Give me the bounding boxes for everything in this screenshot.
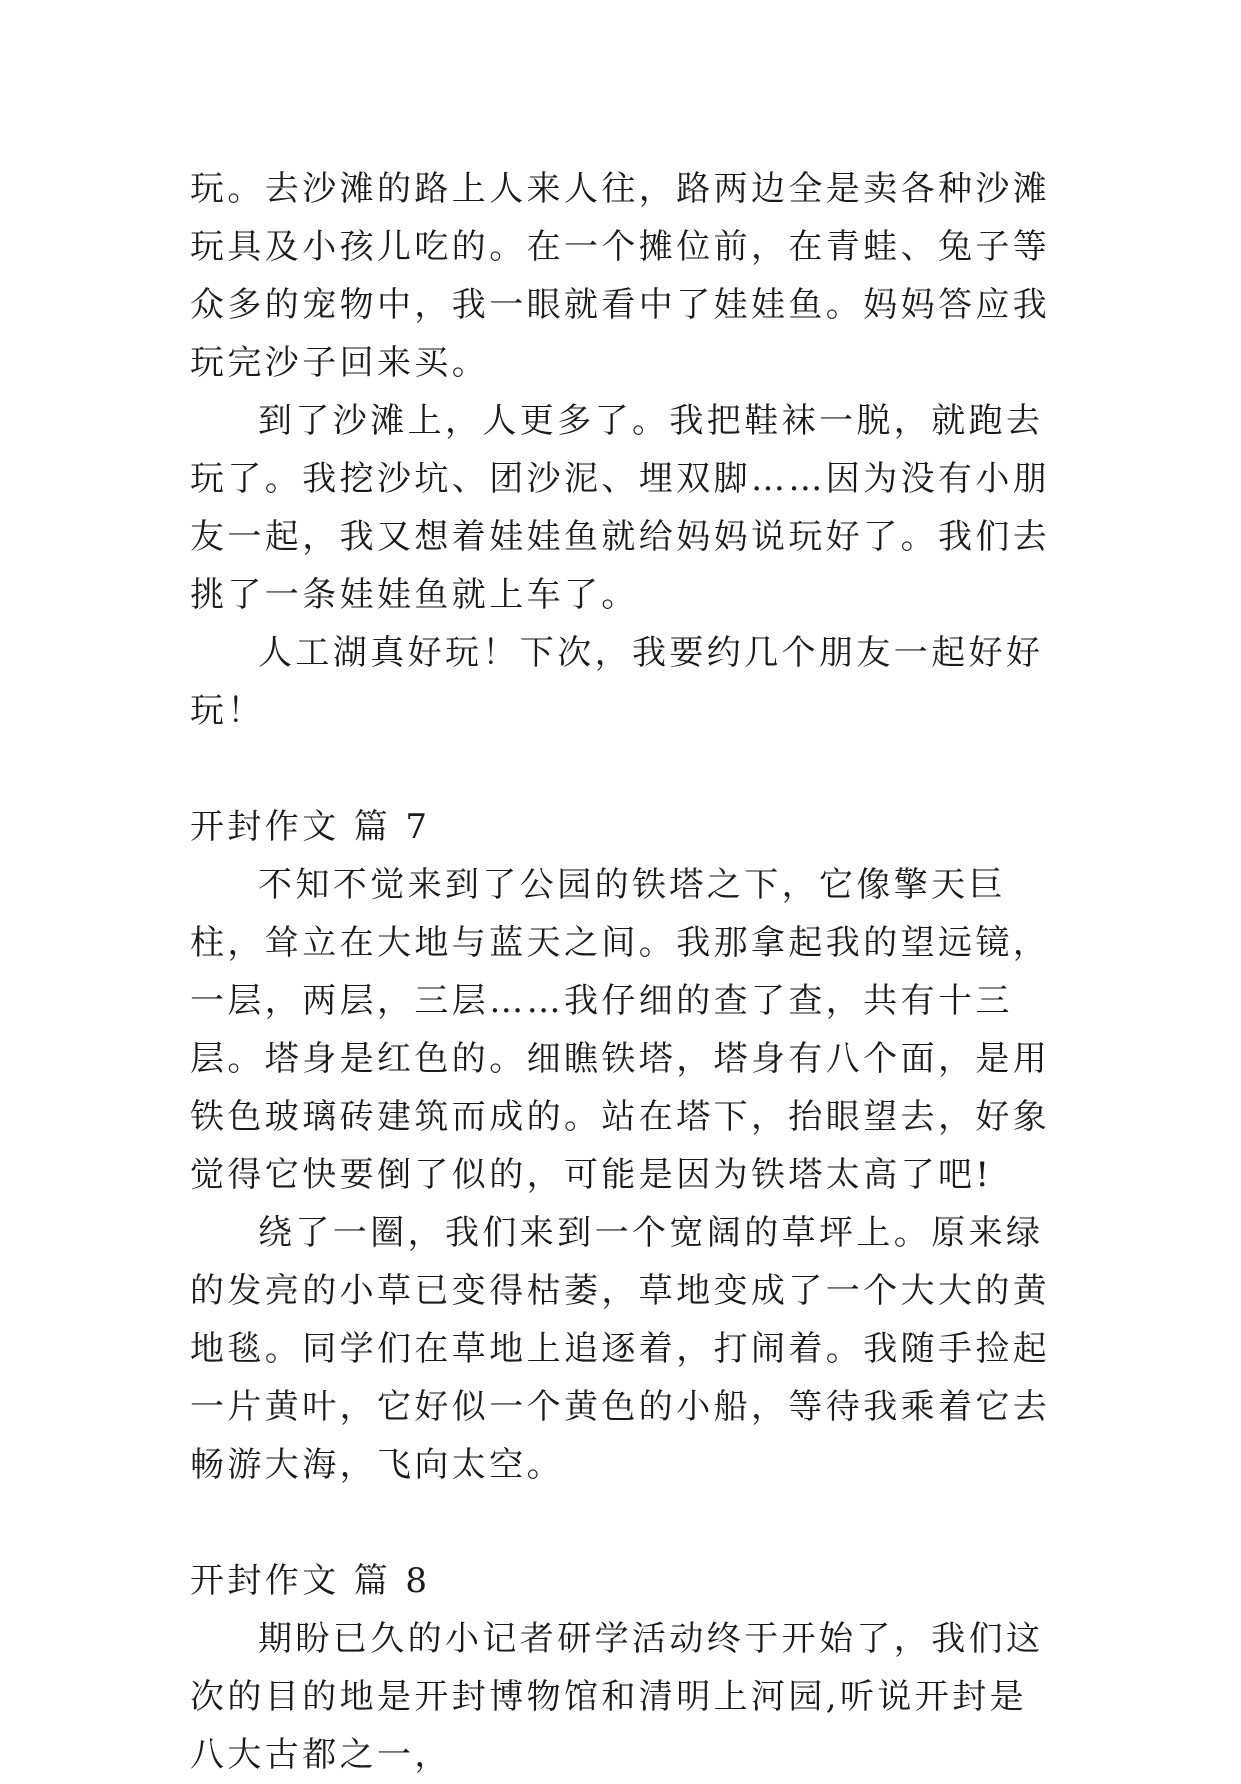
document-body (190, 160, 1060, 1784)
section-heading: 开封作文 篇 7 (190, 807, 431, 847)
paragraph: 不知不觉来到了公园的铁塔之下，它像擎天巨柱，耸立在大地与蓝天之间。我那拿起我的望远镜，一层，两层，三层……我仔细的查了查，共有十三层。塔身是红色的。细瞧铁塔，塔身有八个面，是用铁色玻璃砖建筑而成的。站在塔下，抬眼望去，好象觉得它快要倒了似的，可能是因为铁塔太高了吧! (190, 865, 1051, 1195)
section-spacer (190, 1494, 1060, 1552)
paragraph: 人工湖真好玩！下次，我要约几个朋友一起好好玩！ (190, 633, 1044, 731)
section-heading: 开封作文 篇 8 (190, 1561, 431, 1601)
paragraph: 玩。去沙滩的路上人来人往，路两边全是卖各种沙滩玩具及小孩儿吃的。在一个摊位前，在青蛙、兔子等众多的宠物中，我一眼就看中了娃娃鱼。妈妈答应我玩完沙子回来买。 (190, 169, 1051, 383)
paragraph: 到了沙滩上，人更多了。我把鞋袜一脱，就跑去玩了。我挖沙坑、团沙泥、埋双脚……因为没有小朋友一起，我又想着娃娃鱼就给妈妈说玩好了。我们去挑了一条娃娃鱼就上车了。 (190, 401, 1051, 615)
section-spacer (190, 740, 1060, 798)
paragraph: 绕了一圈，我们来到一个宽阔的草坪上。原来绿的发亮的小草已变得枯萎，草地变成了一个大大的黄地毯。同学们在草地上追逐着，打闹着。我随手捡起一片黄叶，它好似一个黄色的小船，等待我乘着它去畅游大海，飞向太空。 (190, 1213, 1051, 1485)
paragraph: 期盼已久的小记者研学活动终于开始了，我们这次的目的地是开封博物馆和清明上河园,听说开封是八大古都之一， (190, 1619, 1044, 1775)
